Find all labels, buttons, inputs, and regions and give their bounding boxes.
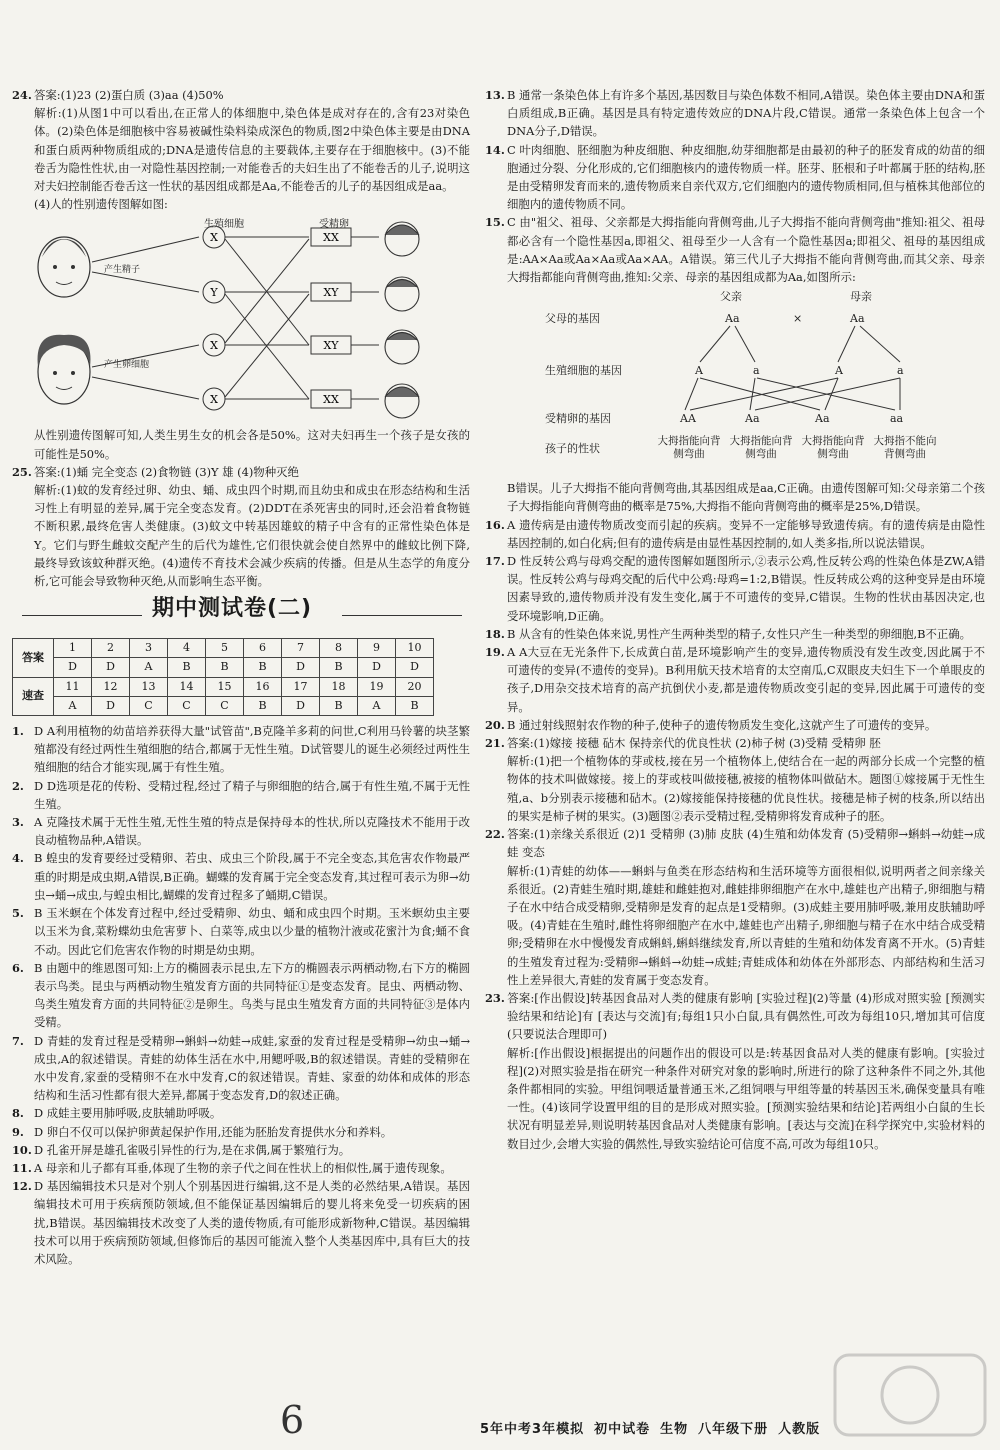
table-row-label: 答案 [13, 639, 54, 677]
answer-item [485, 716, 985, 734]
table-cell: 20 [396, 677, 434, 696]
diagram-label: Aa [815, 412, 830, 426]
question-number: 7. [12, 1033, 24, 1048]
table-row-label: 速查 [13, 677, 54, 715]
question-25-explanation: 解析:(1)蚊的发育经过卵、幼虫、蛹、成虫四个时期,而且幼虫和成虫在形态结构和生活习性上有明显的差异,属于完全变态发育。(2)DDT在杀死害虫的同时,还会沿着食物链不断积累,最终危害人类健康。(3)蚊文中转基因雄蚊的精子中含有的正常性染色体是Y。它们与野生雌蚊交配产生的后代为雄性,它们很快就会使自然界中的雌蚊比例下降,最终导致该蚊种群灭绝。(4)遗传不育技术会减少疾病的传播。但是从生态学的角度分析,它可能会导致物种灭绝,从而影响生态平衡。 [34, 483, 470, 589]
answer-text: 答案:(1)嫁接 接穗 砧木 保持亲代的优良性状 (2)柿子树 (3)受精 受精卵 胚 [507, 736, 881, 751]
sex-inheritance-diagram [34, 217, 454, 422]
answer-item [485, 516, 985, 552]
question-number: 22. [485, 827, 505, 842]
question-number: 5. [12, 906, 24, 921]
answer-item [485, 1044, 985, 1153]
answer-text: B 蝗虫的发育要经过受精卵、若虫、成虫三个阶段,属于不完全变态,其危害农作物最严重的时期是成虫期,A错误,B正确。蝴蝶的发育属于完全变态发育,其过程可表示为卵→幼虫→蛹→成虫,与蝗虫相比,蝴蝶的发育过程多了蛹期,C错误。 [34, 851, 470, 902]
table-cell: 11 [54, 677, 92, 696]
page-number: 6 [280, 1398, 305, 1442]
answer-text: D 性反转公鸡与母鸡交配的遗传图解如题图所示,②表示公鸡,性反转公鸡的性染色体是ZW,A错误。性反转公鸡与母鸡交配的后代中公鸡:母鸡=1:2,B错误。性反转成公鸡的这种变异是由环境因素导致的,遗传物质并没有发生变化,属于不可遗传的变异,C错误。生物的性状由基因决定,也受环境影响,D正确。 [507, 554, 985, 623]
table-cell: 5 [206, 639, 244, 658]
answer-text: D 孔雀开屏是雄孔雀吸引异性的行为,是在求偶,属于繁殖行为。 [34, 1142, 351, 1157]
footer-text: 生物 [660, 1422, 689, 1437]
answer-item [12, 1159, 470, 1177]
diagram-label: AA [680, 412, 696, 426]
table-cell: 17 [282, 677, 320, 696]
question-number: 3. [12, 815, 24, 830]
table-cell: B [396, 696, 434, 715]
question-number: 20. [485, 717, 505, 732]
answer-text: A 遗传病是由遗传物质改变而引起的疾病。变异不一定能够导致遗传病。有的遗传病是由隐性基因控制的,如白化病;但有的遗传病是由显性基因控制的,如人类多指,所以说法错误。 [507, 517, 985, 550]
answer-item [12, 1123, 470, 1141]
diagram-label: aa [890, 412, 904, 426]
answer-text: C 叶肉细胞、胚细胞为种皮细胞、种皮细胞,幼芽细胞都是由最初的种子的胚发育成的幼苗的细胞通过分裂、分化形成的,它们细胞核内的遗传物质一样。胚芽、胚根和子叶都属于胚的结构,胚是由受精卵发育而来的,遗传物质来自亲代双方,它们细胞内的遗传物质相同,但与植株其他部位的细胞内的遗传物质不同。 [507, 142, 985, 212]
table-cell: 10 [396, 639, 434, 658]
answer-text: C 由"祖父、祖母、父亲都是大拇指能向背侧弯曲,儿子大拇指不能向背侧弯曲"推知:祖父、祖母都必含有一个隐性基因a,即祖父、祖母至少一人含有一个隐性基因a;即祖父、祖母的基因组成是:AA×Aa或Aa×Aa或Aa×AA。A错误。第三代儿子大拇指不能向背侧弯曲,而其父亲、母亲大拇指都能向背侧弯曲,推知:父亲、母亲的基因组成都为Aa,如图所示: [507, 215, 985, 285]
question-number: 15. [485, 215, 505, 230]
question-24-explanation: 解析:(1)从图1中可以看出,在正常人的体细胞中,染色体是成对存在的,含有23对染色体。(2)染色体是细胞核中容易被碱性染料染成深色的物质,图2中染色体主要是由DNA和蛋白质两种物质组成的;DNA是遗传信息的主要载体,主要存在于细胞核中。(3)不能卷舌为隐性性状,由一对隐性基因控制;一对能卷舌的夫妇生出了不能卷舌的儿子,说明这对夫妇控制能否卷舌这一性状的基因组成都是Aa,不能卷舌的儿子的基因组成是aa。 [34, 106, 470, 194]
left-answer-list [12, 722, 470, 1268]
table-cell: 1 [54, 639, 92, 658]
answer-text: B 从含有的性染色体来说,男性产生两种类型的精子,女性只产生一种类型的卵细胞,B不正确。 [507, 626, 972, 641]
answer-item [12, 813, 470, 849]
diagram-label: X [210, 339, 218, 353]
offspring-trait: 大拇指不能向背侧弯曲 [873, 435, 937, 461]
diagram-label: XY [323, 286, 339, 300]
answer-quick-check-table [12, 638, 434, 716]
question-25-answer: 25. 答案:(1)蛹 完全变态 (2)食物链 (3)Y 雄 (4)物种灭绝 [12, 463, 470, 481]
offspring-trait: 大拇指能向背侧弯曲 [657, 435, 721, 461]
genetic-cross-diagram [545, 290, 975, 475]
left-column [12, 86, 470, 1268]
footer-text: 初中试卷 [594, 1422, 651, 1437]
right-answer-list [485, 86, 985, 286]
diagram-label: 父亲 [720, 290, 742, 304]
table-cell: 4 [168, 639, 206, 658]
answer-text: D 卵白不仅可以保护卵黄起保护作用,还能为胚胎发育提供水分和养料。 [34, 1124, 393, 1139]
diagram-label: Y [210, 286, 218, 300]
table-cell: 3 [130, 639, 168, 658]
table-cell: A [54, 696, 92, 715]
diagram-label: 孩子的性状 [545, 442, 600, 456]
diagram-label: Aa [745, 412, 760, 426]
diagram-label: XX [323, 393, 339, 407]
diagram-label: X [210, 393, 218, 407]
table-cell: B [244, 658, 282, 677]
question-number: 14. [485, 142, 505, 157]
answer-item [485, 643, 985, 716]
question-number: 11. [12, 1160, 32, 1175]
right-column [485, 86, 985, 1153]
watermark-logo [830, 1350, 990, 1440]
answer-text: B 通常一条染色体上有许多个基因,基因数目与染色体数不相同,A错误。染色体主要由DNA和蛋白质组成,B正确。基因是具有特定遗传效应的DNA片段,C错误。通常一条染色体上包含一个DNA分子,D错误。 [507, 88, 985, 139]
diagram-label: A [695, 364, 703, 378]
diagram-label: 受精卵的基因 [545, 412, 611, 426]
diagram-label: 生殖细胞的基因 [545, 364, 622, 378]
diagram-label: A [835, 364, 843, 378]
table-cell: B [168, 658, 206, 677]
answer-item [12, 849, 470, 904]
answer-text: 解析:(1)青蛙的幼体——蝌蚪与鱼类在形态结构和生活环境等方面很相似,说明两者之间亲缘关系很近。(2)青蛙生殖时期,雄蛙和雌蛙抱对,雌蛙排卵细胞产在水中,雄蛙也产出精子,卵细胞与精子在水中结合成受精卵,受精卵是发育的起点是1受精卵。(3)成蛙主要用肺呼吸,兼用皮肤辅助呼吸。(4)青蛙在生殖时,雌性将卵细胞产在水中,雄蛙也产出精子,卵细胞与精子在水中结合成受精卵;受精卵在水中慢慢发育成蝌蚪,蝌蚪继续发育,所以青蛙的生殖和幼体发育离不开水。(5)青蛙的生殖发育过程为:受精卵→蝌蚪→幼蛙→成蛙;青蛙成体和幼体在外部形态、内部结构和生活习性上差异很大,青蛙的发育属于变态发育。 [507, 863, 985, 987]
table-cell: C [206, 696, 244, 715]
table-cell: B [206, 658, 244, 677]
answer-item [12, 1032, 470, 1105]
question-number: 12. [12, 1179, 32, 1194]
table-cell: D [92, 696, 130, 715]
question-number: 1. [12, 724, 24, 739]
question-number: 19. [485, 645, 505, 660]
question-number: 2. [12, 778, 24, 793]
question-number: 9. [12, 1124, 24, 1139]
question-24-answer: 24. 答案:(1)23 (2)蛋白质 (3)aa (4)50% [12, 86, 470, 104]
table-cell: D [358, 658, 396, 677]
diagram-label: XY [323, 339, 339, 353]
answer-item [485, 862, 985, 989]
table-cell: D [396, 658, 434, 677]
question-number: 8. [12, 1106, 24, 1121]
diagram-label: 生殖细胞 [204, 219, 244, 231]
father-face-icon [38, 237, 90, 297]
question-number: 18. [485, 626, 505, 641]
question-number: 17. [485, 554, 505, 569]
answer-text: D 青蛙的发育过程是受精卵→蝌蚪→幼蛙→成蛙,家蚕的发育过程是受精卵→幼虫→蛹→成虫,A的叙述错误。青蛙的幼体生活在水中,用鳃呼吸,B的叙述错误。青蛙的受精卵在水中发育,家蚕的受精卵不在水中发育,C的叙述错误。青蛙、家蚕的幼体和成体的形态结构和生活习性都有很大差异,都属于变态发育,D的叙述正确。 [34, 1033, 470, 1103]
question-number: 16. [485, 517, 505, 532]
answer-text: B 玉米螟在个体发育过程中,经过受精卵、幼虫、蛹和成虫四个时期。玉米螟幼虫主要以玉米为食,菜粉蝶幼虫危害萝卜、白菜等,成虫以少量的植物汁液或花蜜汁为食;蛹不食不动。因此它们危害农作物的时期是幼虫期。 [34, 906, 470, 957]
answer-text: A 母亲和儿子都有耳垂,体现了生物的亲子代之间在性状上的相似性,属于遗传现象。 [34, 1160, 452, 1175]
table-cell: 7 [282, 639, 320, 658]
answer-item [12, 777, 470, 813]
diagram-label: a [897, 364, 904, 378]
table-cell: C [168, 696, 206, 715]
footer-book-info [480, 1418, 830, 1437]
diagram-label: × [793, 312, 803, 326]
diagram-label: 产生精子 [104, 265, 141, 276]
answer-text: 解析:[作出假设]根据提出的问题作出的假设可以是:转基因食品对人类的健康有影响。[实验过程](2)对照实验是指在研究一种条件对研究对象的影响时,所进行的除了这种条件不同之外,其他条件都相同的实验。甲组饲喂适量普通玉米,乙组饲喂与甲组等量的转基因玉米,确保变量具有唯一性。(4)该同学设置甲组的目的是形成对照实验。[预测实验结果和结论]若两组小白鼠的生长状况有明显差异,则说明转基因食品对人类健康有影响。[表达与交流]在科学探究中,实验材料的数目过少,会增大实验的偶然性,导致实验结论可信度不高,可改为每组10只。 [507, 1045, 985, 1151]
table-cell: A [130, 658, 168, 677]
answer-text: A A大豆在无光条件下,长成黄白苗,是环境影响产生的变异,遗传物质没有发生改变,因此属于不可遗传的变异(不遗传的变异)。B利用航天技术培育的太空南瓜,C双眼皮夫妇生下一个单眼皮的孩子,D用杂交技术培育的高产抗倒伏小麦,都是遗传物质改变引起的变异,因此属于可遗传的变异。 [507, 645, 985, 714]
answer-item [12, 1104, 470, 1122]
answer-text: B 由题中的维恩图可知:上方的椭圆表示昆虫,左下方的椭圆表示两栖动物,右下方的椭圆表示鸟类。昆虫与两栖动物生殖发育方面的共同特征①是变态发育。昆虫、两栖动物、鸟类生殖发育方面的共同特征②是卵生。鸟类与昆虫生殖发育方面的共同特征③是体内受精。 [34, 960, 470, 1030]
answer-text: D A利用植物的幼苗培养获得大量"试管苗",B克隆羊多莉的问世,C利用马铃薯的块茎繁殖都没有经过两性生殖细胞的结合,都属于无性生殖。D试管婴儿的诞生必须经过两性生殖细胞的结合才能实现,属于有性生殖。 [34, 724, 470, 775]
answer-item [485, 752, 985, 825]
offspring-traits [653, 435, 973, 461]
table-cell: D [92, 658, 130, 677]
answer-text: A 克隆技术属于无性生殖,无性生殖的特点是保持母本的性状,所以克隆技术不能用于改良动植物品种,A错误。 [34, 815, 470, 848]
question-number: 23. [485, 990, 505, 1005]
answer-text: D 基因编辑技术只是对个别人个别基因进行编辑,这不是人类的必然结果,A错误。基因编辑技术可用于疾病预防领域,但不能保证基因编辑后的婴儿将来免受一切疾病的困扰,B错误。基因编辑技术改变了人类的遗传物质,有可能形成新物种,C错误。基因编辑技术可以用于疾病预防领域,但修饰后的基因可能流入整个人类基因库中,具有巨大的技术风险。 [34, 1179, 470, 1266]
diagram-label: 母亲 [850, 290, 872, 304]
diagram-label: X [210, 231, 218, 245]
table-cell: B [320, 658, 358, 677]
answer-item [485, 625, 985, 643]
diagram-label: a [753, 364, 760, 378]
diagram-label: 受精卵 [319, 219, 349, 231]
table-cell: 12 [92, 677, 130, 696]
table-cell: 8 [320, 639, 358, 658]
answer-text: D 成蛙主要用肺呼吸,皮肤辅助呼吸。 [34, 1106, 222, 1121]
answer-text: B错误。儿子大拇指不能向背侧弯曲,其基因组成是aa,C正确。由遗传图解可知:父母亲第二个孩子大拇指能向背侧弯曲的概率是75%,大拇指不能向背侧弯曲的概率是25%,D错误。 [507, 481, 985, 514]
answer-item [12, 904, 470, 959]
diagram-label: 父母的基因 [545, 312, 600, 326]
diagram-label: XX [323, 231, 339, 245]
diagram-label: Aa [725, 312, 740, 326]
table-cell: 6 [244, 639, 282, 658]
mother-face-icon [38, 335, 91, 404]
table-cell: A [358, 696, 396, 715]
answer-item [485, 213, 985, 286]
answer-text: 解析:(1)把一个植物体的芽或枝,接在另一个植物体上,使结合在一起的两部分长成一个完整的植物体的技术叫做嫁接。接上的芽或枝叫做接穗,被接的植物体叫做砧木。题图①嫁接属于无性生殖,a、b分别表示接穗和砧木。(2)嫁接能保持接穗的优良性状。接穗是柿子树的枝条,所以结出的果实是柿子树的果实。(3)题图②表示受精过程,受精卵将发育成种子的胚。 [507, 754, 985, 823]
table-cell: B [244, 696, 282, 715]
table-cell: B [320, 696, 358, 715]
question-24-conclusion: 从性别遗传图解可知,人类生男生女的机会各是50%。这对夫妇再生一个孩子是女孩的可能性是50%。 [34, 428, 470, 461]
question-number: 6. [12, 960, 24, 975]
diagram-label: 产生卵细胞 [104, 360, 150, 371]
answer-item [12, 959, 470, 1032]
answer-item [485, 141, 985, 214]
table-cell: D [54, 658, 92, 677]
right-answer-list-2 [485, 479, 985, 1153]
answer-text: 答案:(1)亲缘关系很近 (2)1 受精卵 (3)肺 皮肤 (4)生殖和幼体发育 (5)受精卵→蝌蚪→幼蛙→成蛙 变态 [507, 827, 985, 860]
answer-item [12, 1177, 470, 1268]
answer-item [485, 989, 985, 1044]
question-number: 21. [485, 736, 505, 751]
question-number: 4. [12, 851, 24, 866]
table-cell: 9 [358, 639, 396, 658]
question-number: 13. [485, 88, 505, 102]
footer-text: 人教版 [778, 1422, 821, 1437]
section-header [12, 598, 470, 632]
table-cell: D [282, 696, 320, 715]
section-title: 期中测试卷(二) [152, 596, 313, 622]
diagram-label: Aa [850, 312, 865, 326]
footer-text: 5年中考3年模拟 [480, 1422, 585, 1437]
question-24-figure-caption: (4)人的性别遗传图解如图: [34, 197, 168, 212]
answer-item [485, 734, 985, 752]
child-face-icons [385, 222, 419, 418]
answer-text: B 通过射线照射农作物的种子,使种子的遗传物质发生变化,这就产生了可遗传的变异。 [507, 717, 937, 732]
answer-item [485, 552, 985, 625]
table-cell: C [130, 696, 168, 715]
table-cell: 15 [206, 677, 244, 696]
table-cell: 18 [320, 677, 358, 696]
table-cell: 13 [130, 677, 168, 696]
offspring-trait: 大拇指能向背侧弯曲 [801, 435, 865, 461]
table-cell: 16 [244, 677, 282, 696]
footer-text: 八年级下册 [698, 1422, 769, 1437]
question-number: 10. [12, 1142, 32, 1157]
sex-inheritance-svg [34, 217, 454, 422]
table-cell: 19 [358, 677, 396, 696]
answer-item [485, 825, 985, 861]
offspring-trait: 大拇指能向背侧弯曲 [729, 435, 793, 461]
table-cell: D [282, 658, 320, 677]
answer-item [485, 479, 985, 515]
question-number: 25. [12, 464, 32, 479]
answer-text: 答案:[作出假设]转基因食品对人类的健康有影响 [实验过程](2)等量 (4)形成对照实验 [预测实验结果和结论]有 [表达与交流]有;每组1只小白鼠,具有偶然性,可改为每组10只,增加其可信度(只要说法合理即可) [507, 990, 985, 1042]
table-cell: 14 [168, 677, 206, 696]
question-number: 24. [12, 88, 32, 102]
answer-item [12, 1141, 470, 1159]
answer-item [12, 722, 470, 777]
answer-item [485, 86, 985, 141]
answer-text: D D选项是花的传粉、受精过程,经过了精子与卵细胞的结合,属于有性生殖,不属于无性生殖。 [34, 778, 470, 811]
table-cell: 2 [92, 639, 130, 658]
